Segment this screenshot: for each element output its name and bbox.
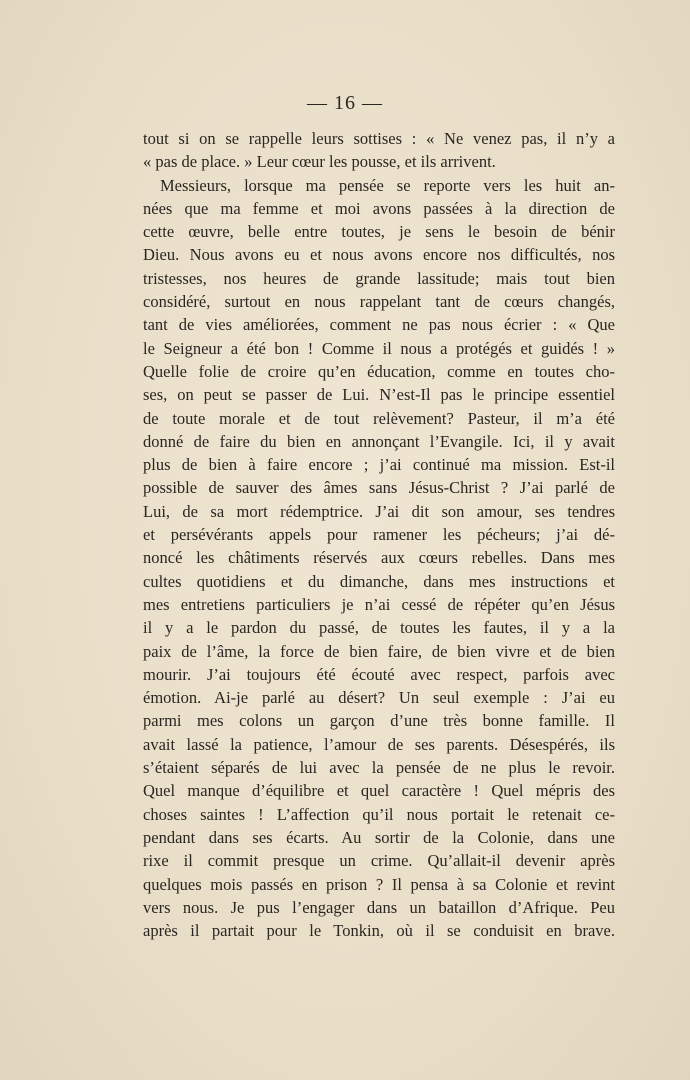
text-line: émotion. Ai-je parlé au désert? Un seul exemple : J’ai eu xyxy=(143,688,615,708)
body-text xyxy=(143,127,615,942)
text-line: possible de sauver des âmes sans Jésus-Christ ? J’ai parlé de xyxy=(143,478,615,498)
text-line: mourir. J’ai toujours été écouté avec respect, parfois avec xyxy=(143,664,615,684)
text-line: Quel manque d’équilibre et quel caractère ! Quel mépris des xyxy=(143,781,615,801)
text-line: noncé les châtiments réservés aux cœurs rebelles. Dans mes xyxy=(143,548,615,568)
page-number: — 16 — xyxy=(307,92,383,114)
text-line: de toute morale et de tout relèvement? Pasteur, il m’a été xyxy=(143,408,615,428)
text-line: tristesses, nos heures de grande lassitude; mais tout bien xyxy=(143,268,615,288)
text-line: Messieurs, lorsque ma pensée se reporte vers les huit an- xyxy=(160,175,615,195)
text-line: parmi mes colons un garçon d’une très bonne famille. Il xyxy=(143,711,615,731)
text-line: tant de vies améliorées, comment ne pas nous écrier : « Que xyxy=(143,315,615,335)
text-line: considéré, surtout en nous rappelant tant de cœurs changés, xyxy=(143,292,615,312)
text-line: cette œuvre, belle entre toutes, je sens le besoin de bénir xyxy=(143,222,615,242)
text-line: choses saintes ! L’affection qu’il nous portait le retenait ce- xyxy=(143,804,615,824)
text-line: Dieu. Nous avons eu et nous avons encore nos difficultés, nos xyxy=(143,245,615,265)
text-line: vers nous. Je pus l’engager dans un bataillon d’Afrique. Peu xyxy=(143,897,615,917)
text-line: nées que ma femme et moi avons passées à la direction de xyxy=(143,198,615,218)
text-line: paix de l’âme, la force de bien faire, de bien vivre et de bien xyxy=(143,641,615,661)
text-line: le Seigneur a été bon ! Comme il nous a protégés et guidés ! » xyxy=(143,338,615,358)
text-line: avait lassé la patience, l’amour de ses parents. Désespérés, ils xyxy=(143,734,615,754)
text-line: donné de faire du bien en annonçant l’Evangile. Ici, il y avait xyxy=(143,431,615,451)
text-line: Lui, de sa mort rédemptrice. J’ai dit son amour, ses tendres xyxy=(143,501,615,521)
text-line: rixe il commit presque un crime. Qu’allait-il devenir après xyxy=(143,851,615,871)
text-line: s’étaient séparés de lui avec la pensée de ne plus le revoir. xyxy=(143,758,615,778)
text-line: tout si on se rappelle leurs sottises : « Ne venez pas, il n’y a xyxy=(143,129,615,148)
text-line: pendant dans ses écarts. Au sortir de la Colonie, dans une xyxy=(143,827,615,847)
text-line: après il partait pour le Tonkin, où il se conduisit en brave. xyxy=(143,921,615,941)
text-line: mes entretiens particuliers je n’ai cessé de répéter qu’en Jésus xyxy=(143,594,615,614)
text-line: Quelle folie de croire qu’en éducation, comme en toutes cho- xyxy=(143,361,615,381)
text-line: cultes quotidiens et du dimanche, dans mes instructions et xyxy=(143,571,615,591)
text-line: et persévérants appels pour ramener les pécheurs; j’ai dé- xyxy=(143,525,615,545)
text-line: quelques mois passés en prison ? Il pensa à sa Colonie et revint xyxy=(143,874,615,894)
text-line: « pas de place. » Leur cœur les pousse, et ils arrivent. xyxy=(143,152,496,172)
text-line: il y a le pardon du passé, de toutes les fautes, il y a la xyxy=(143,618,615,638)
text-line: plus de bien à faire encore ; j’ai continué ma mission. Est-il xyxy=(143,455,615,475)
text-line: ses, on peut se passer de Lui. N’est-Il pas le principe essentiel xyxy=(143,385,615,405)
